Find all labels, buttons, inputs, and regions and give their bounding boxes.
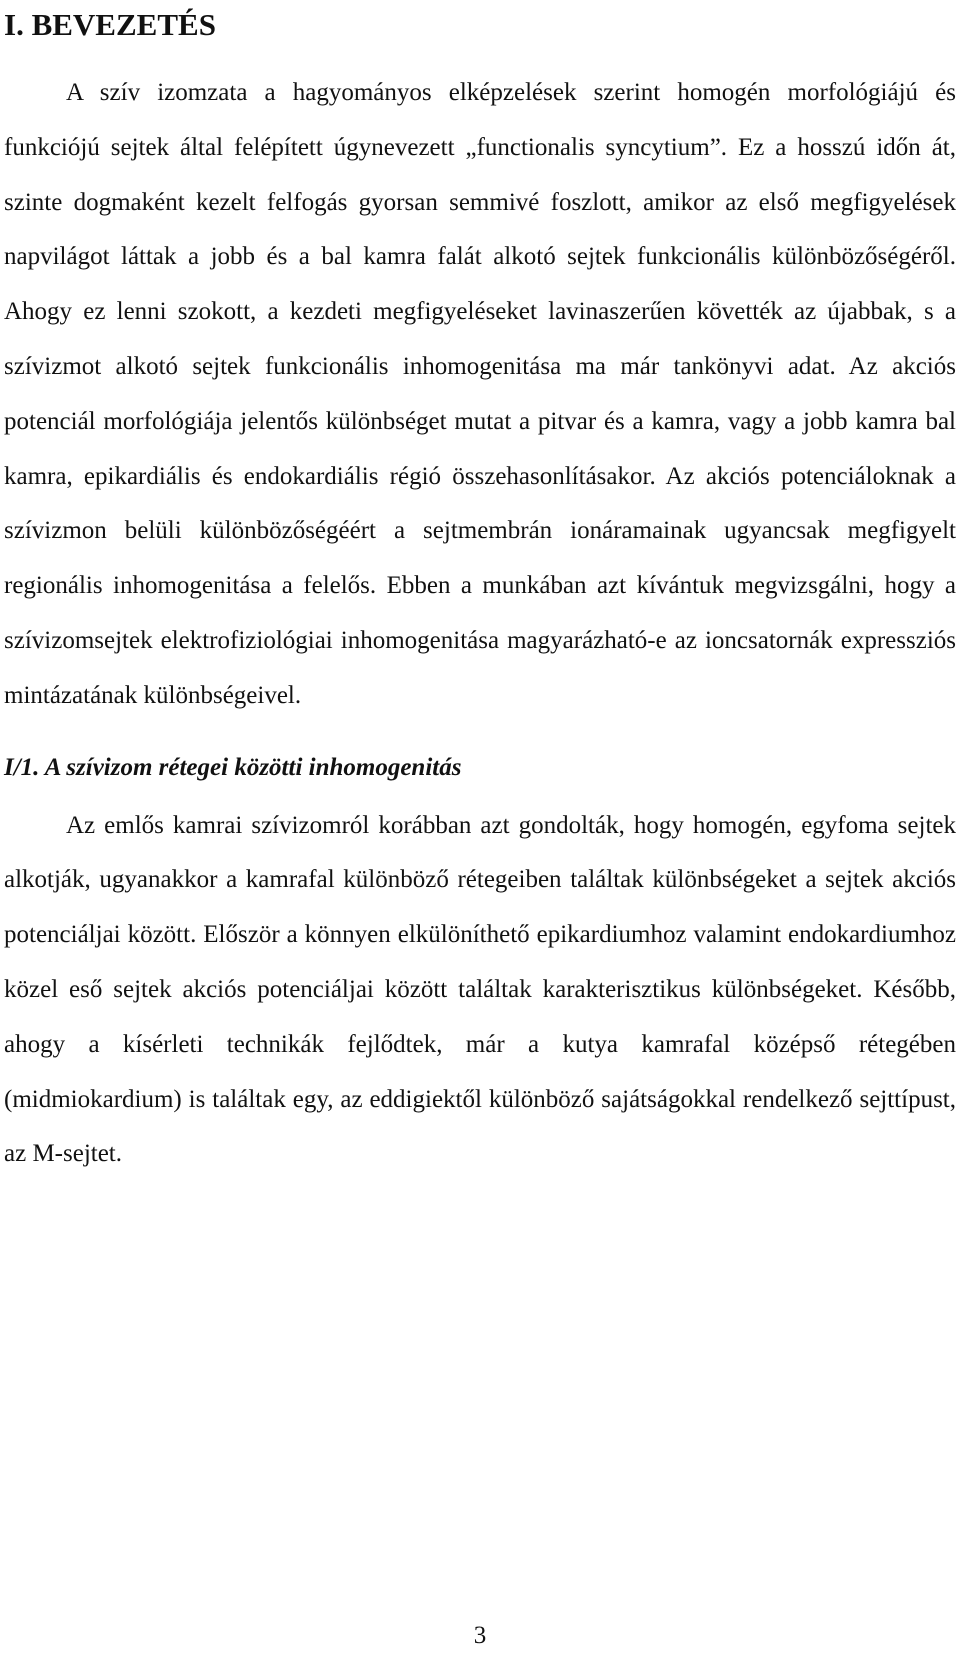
page-number: 3 <box>473 1622 487 1649</box>
subsection-paragraph: Az emlős kamrai szívizomról korábban azt gondolták, hogy homogén, egyfoma sejtek alkotják, ugyanakkor a kamrafal különböző rétegeiben találtak különbségeket a sejtek akciós potenciáljai között. Először a könnyen elkülöníthető epikardiumhoz valamint endokardiumhoz közel eső sejtek akciós potenciáljai között találtak karakterisztikus különbségeket. Később, ahogy a kísérleti technikák fejlődtek, már a kutya kamrafal középső rétegében (midmiokardium) is találtak egy, az eddigiektől különböző sajátságokkal rendelkező sejttípust, az M-sejtet. <box>4 811 956 1168</box>
intro-paragraph: A szív izomzata a hagyományos elképzelések szerint homogén morfológiájú és funkciójú sejtek által felépített úgynevezett „functionalis syncytium”. Ez a hosszú időn át, szinte dogmaként kezelt felfogás gyorsan semmivé foszlott, amikor az első megfigyelések napvilágot láttak a jobb és a bal kamra falát alkotó sejtek funkcionális különbözőségéről. Ahogy ez lenni szokott, a kezdeti megfigyeléseket lavinaszerűen követték az újabbak, s a szívizmot alkotó sejtek funkcionális inhomogenitása ma már tankönyvi adat. Az akciós potenciál morfológiája jelentős különbséget mutat a pitvar és a kamra, vagy a jobb kamra bal kamra, epikardiális és endokardiális régió összehasonlításakor. Az akciós potenciáloknak a szívizmon belüli különbözőségéért a sejtmembrán ionáramainak ugyancsak megfigyelt regionális inhomogenitása a felelős. Ebben a munkában azt kívántuk megvizsgálni, hogy a szívizomsejtek elektrofiziológiai inhomogenitása magyarázható-e az ioncsatornák expressziós mintázatának különbségeivel. <box>4 79 956 709</box>
section-heading: I. BEVEZETÉS <box>4 7 216 42</box>
subsection-heading: I/1. A szívizom rétegei közötti inhomogenitás <box>4 753 462 781</box>
